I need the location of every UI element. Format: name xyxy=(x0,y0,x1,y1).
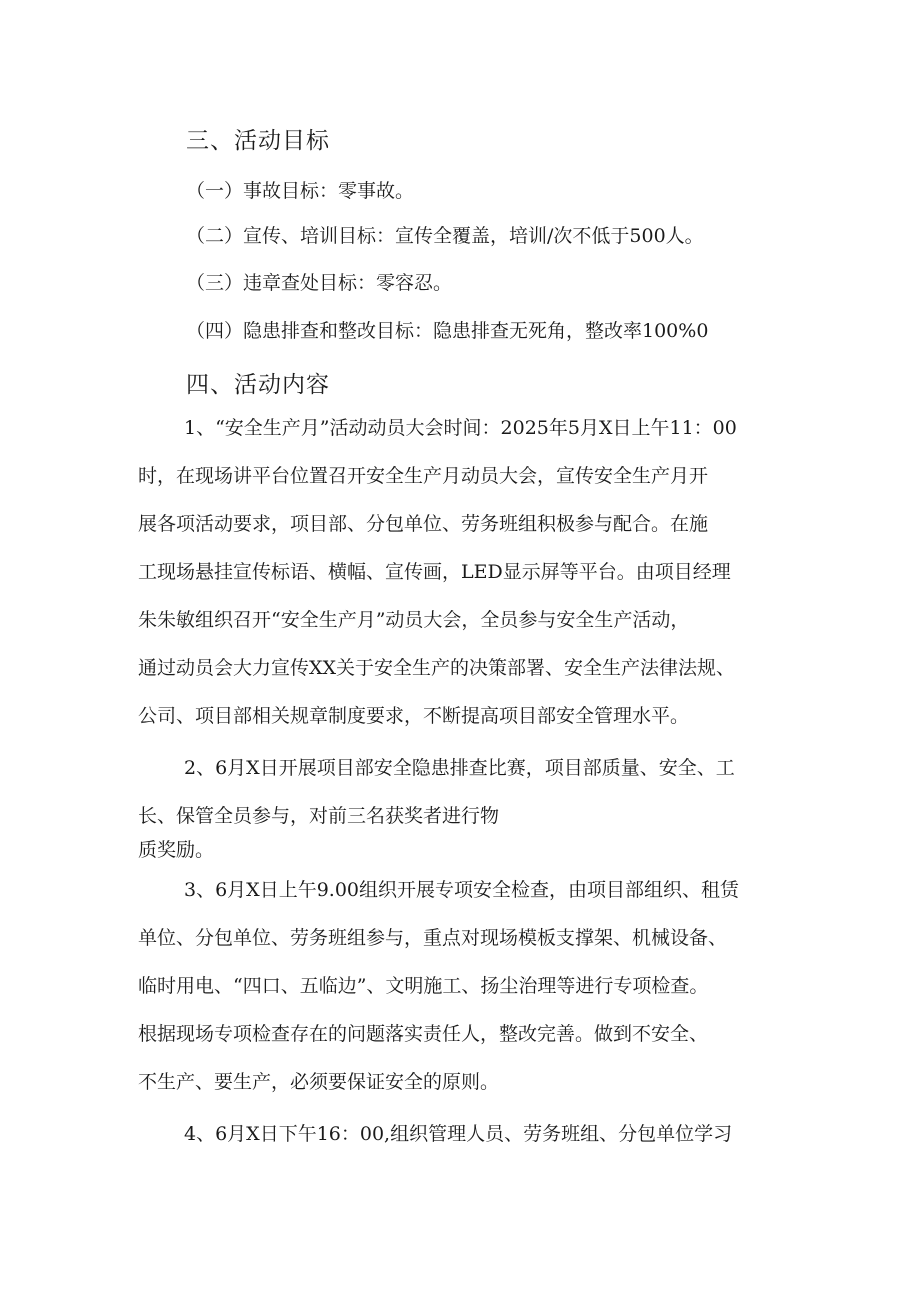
section-heading-content: 四、活动内容 xyxy=(186,372,330,398)
paragraph-line: 通过动员会大力宣传XX关于安全生产的决策部署、安全生产法律法规、 xyxy=(138,657,736,679)
paragraph-line: 单位、分包单位、劳务班组参与，重点对现场模板支撑架、机械设备、 xyxy=(138,927,728,949)
paragraph-line: 1、“安全生产月”活动动员大会时间：2025年5月X日上午11：00 xyxy=(184,417,737,439)
paragraph-line: 临时用电、“四口、五临边”、文明施工、扬尘治理等进行专项检查。 xyxy=(138,975,709,997)
goal-publicity-training: （二）宣传、培训目标：宣传全覆盖，培训/次不低于500人。 xyxy=(186,225,704,247)
content-item-2 xyxy=(138,744,798,874)
goal-hazard: （四）隐患排查和整改目标：隐患排查无死角，整改率100%0 xyxy=(186,320,709,342)
content-item-4 xyxy=(138,1110,798,1158)
paragraph-line: 工现场悬挂宣传标语、横幅、宣传画，LED显示屏等平台。由项目经理 xyxy=(138,561,731,583)
paragraph-line: 3、6月X日上午9.00组织开展专项安全检查，由项目部组织、租赁 xyxy=(184,879,740,901)
paragraph-line: 质奖励。 xyxy=(138,839,215,861)
paragraph-line: 长、保管全员参与，对前三名获奖者进行物 xyxy=(138,805,500,827)
paragraph-line: 朱朱敏组织召开“安全生产月”动员大会，全员参与安全生产活动， xyxy=(138,609,690,631)
goal-violation: （三）违章查处目标：零容忍。 xyxy=(186,272,453,294)
content-item-3 xyxy=(138,866,798,1106)
section-heading-goals: 三、活动目标 xyxy=(186,128,330,154)
paragraph-line: 不生产、要生产，必须要保证安全的原则。 xyxy=(138,1071,500,1093)
paragraph-line: 4、6月X日下午16：00,组织管理人员、劳务班组、分包单位学习 xyxy=(184,1123,733,1145)
paragraph-line: 根据现场专项检查存在的问题落实责任人，整改完善。做到不安全、 xyxy=(138,1023,709,1045)
paragraph-line: 2、6月X日开展项目部安全隐患排查比赛，项目部质量、安全、工 xyxy=(184,757,735,779)
paragraph-line: 展各项活动要求，项目部、分包单位、劳务班组积极参与配合。在施 xyxy=(138,513,709,535)
goal-accident: （一）事故目标：零事故。 xyxy=(186,180,415,202)
paragraph-line: 时，在现场讲平台位置召开安全生产月动员大会，宣传安全生产月开 xyxy=(138,465,709,487)
content-item-1 xyxy=(138,404,798,740)
paragraph-line: 公司、项目部相关规章制度要求，不断提高项目部安全管理水平。 xyxy=(138,705,690,727)
